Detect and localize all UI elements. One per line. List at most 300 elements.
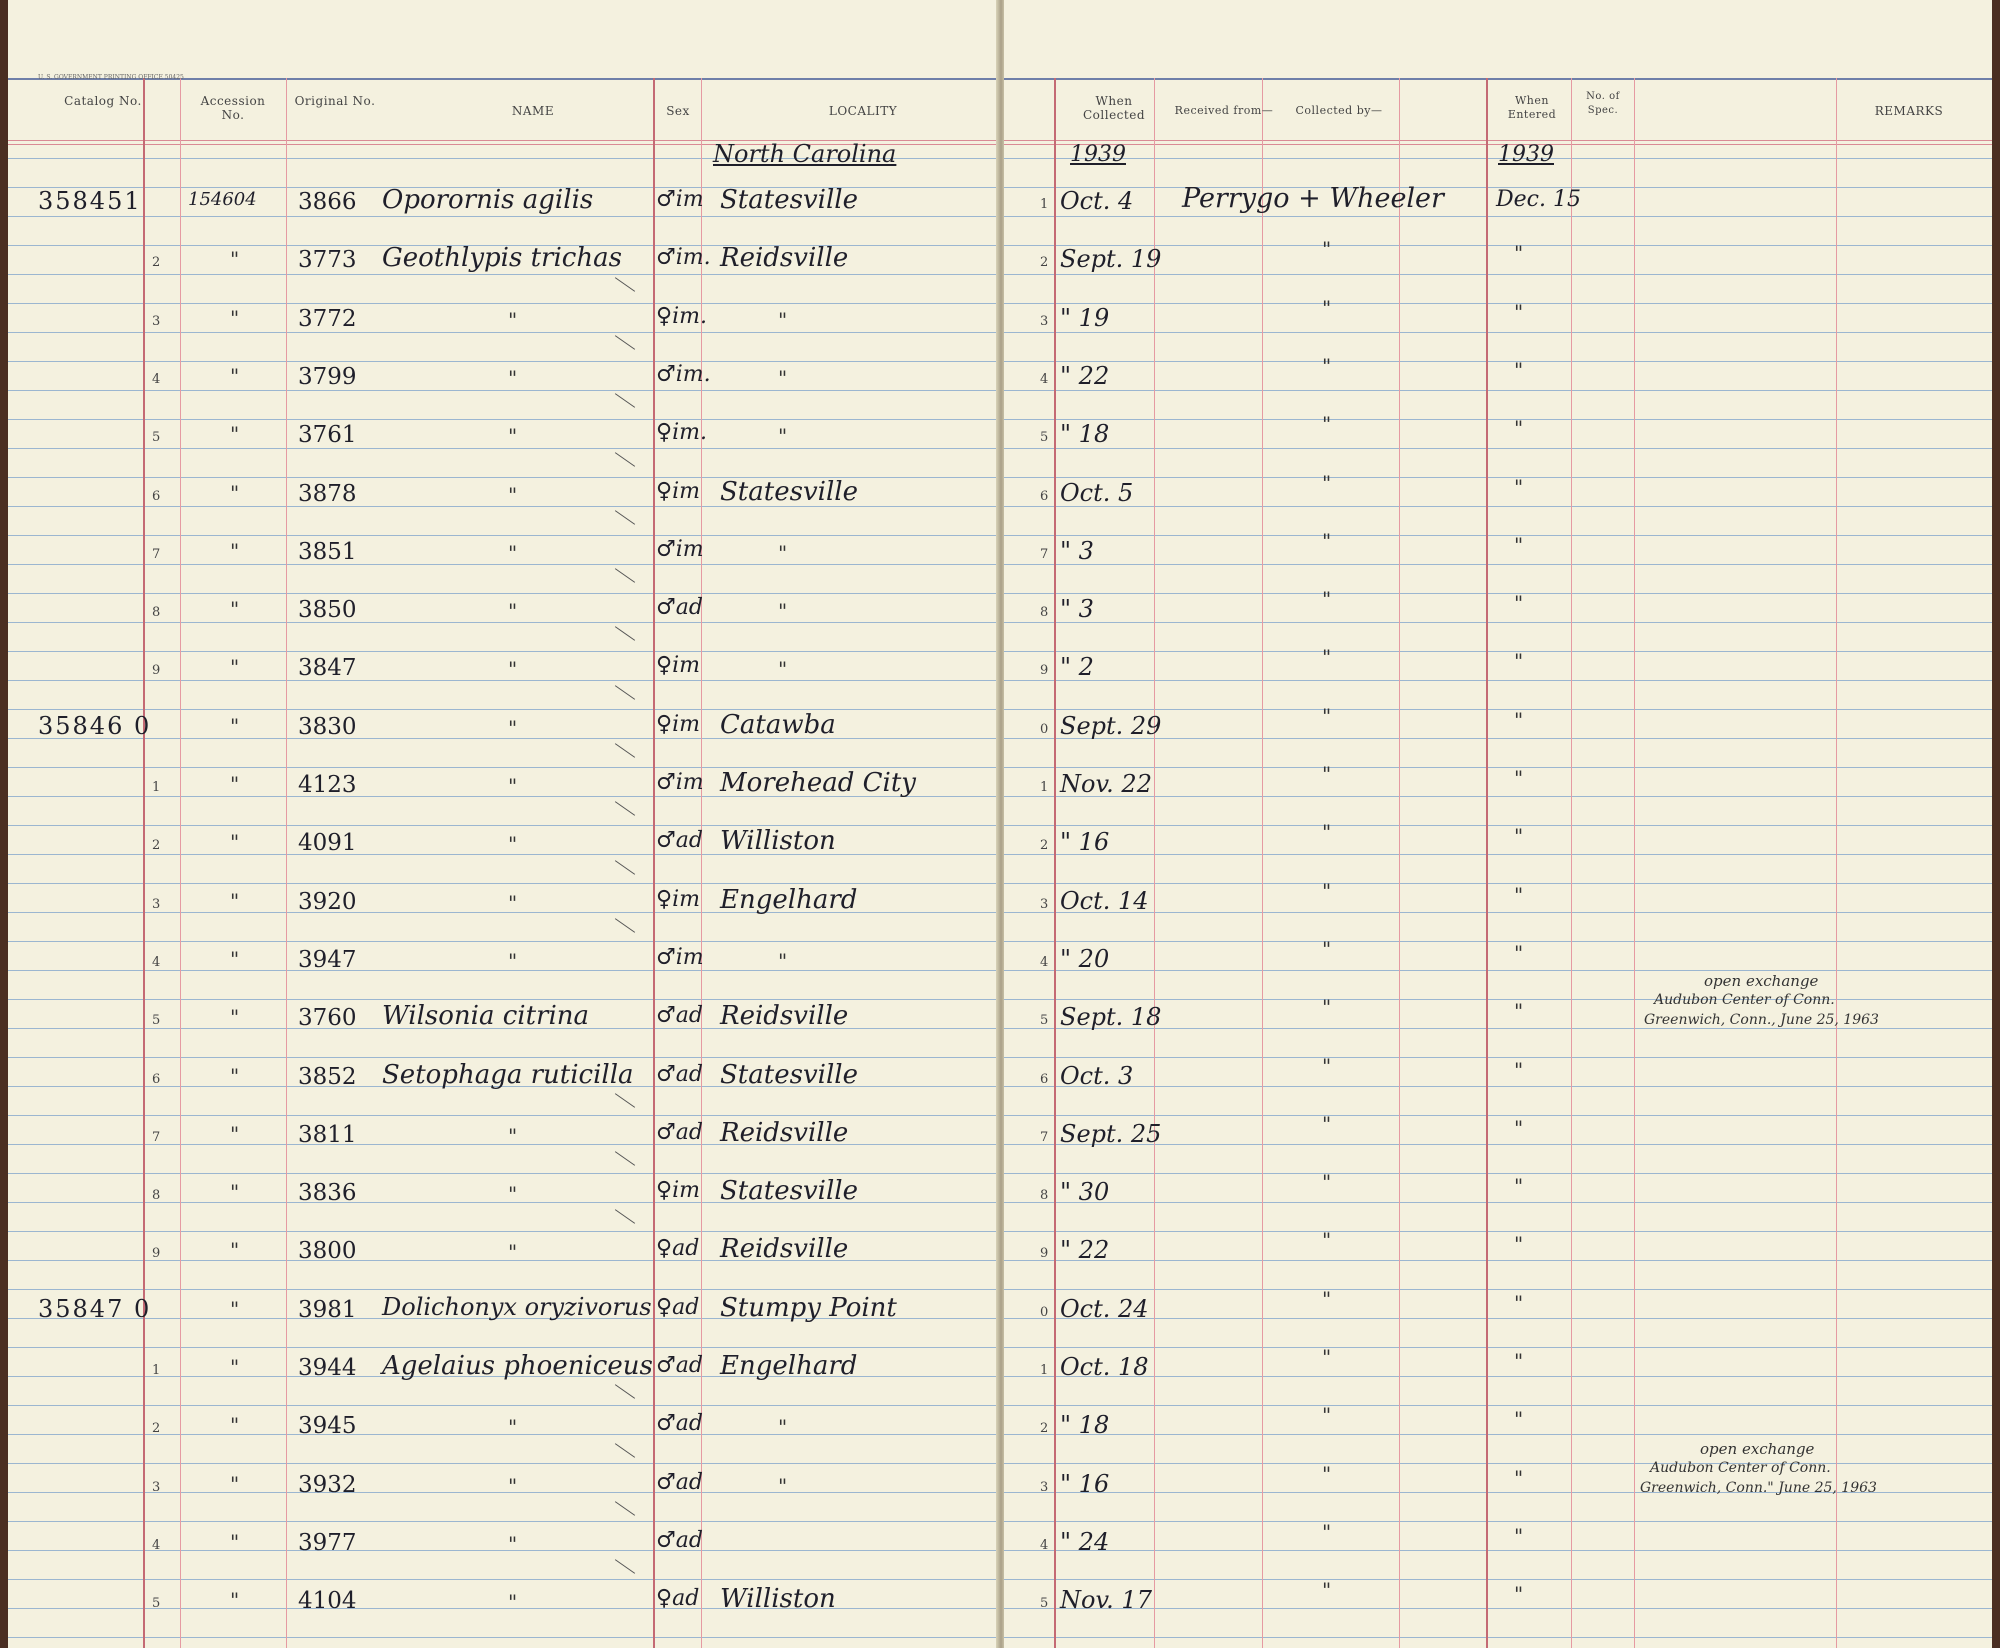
sex-age: ♂im [656,770,704,795]
date-collected: " 24 [1060,1527,1110,1556]
column-divider [1262,78,1263,1648]
sex-age: ♀im [656,478,700,504]
locality: " [778,599,788,624]
received-from: " [1322,820,1332,845]
header-sex: Sex [666,104,690,118]
catalog-index: 2 [152,255,161,271]
accession-number: " [230,422,240,447]
date-entered: " [1514,1349,1524,1373]
locality: Engelhard [720,1351,858,1381]
ruled-line [8,1637,998,1638]
row-index: 1 [1040,780,1049,795]
ruled-line [1004,1347,1992,1348]
accession-number: " [230,1063,240,1088]
ruled-line [1004,1608,1992,1609]
ruled-line [1004,1289,1992,1290]
ruled-line [1004,448,1992,449]
accession-number: " [230,888,240,913]
locality: Statesville [720,476,858,507]
ruled-line [8,622,998,623]
locality: Reidsville [720,1234,849,1265]
ruled-line [1004,1434,1992,1435]
species-name: " [508,1590,518,1615]
row-index: 3 [1040,313,1049,329]
species-name: Oporornis agilis [382,185,594,215]
catalog-index: 1 [152,780,161,795]
date-entered: Dec. 15 [1496,187,1581,212]
locality: Reidsville [720,243,849,274]
locality: Williston [720,826,836,857]
original-number: 3850 [298,597,357,624]
date-entered: " [1514,1407,1524,1432]
ruled-line [8,216,998,217]
ditto-stroke [615,743,635,758]
ditto-stroke [615,1559,635,1574]
row-index: 8 [1040,1188,1049,1204]
accession-number: " [230,305,240,330]
received-from: " [1322,1228,1332,1253]
locality: Reidsville [720,1117,849,1148]
column-divider [1054,78,1056,1648]
column-divider [143,78,145,1648]
species-name: " [508,1531,518,1556]
ruled-line [8,390,998,391]
ruled-line [1004,709,1992,710]
ruled-line [1004,274,1992,275]
date-collected: Oct. 3 [1060,1061,1134,1090]
original-number: 3800 [298,1238,357,1265]
locality: " [778,948,788,973]
ruled-line [1004,1086,1992,1087]
date-collected: " 16 [1060,1469,1110,1498]
locality: Statesville [720,1059,858,1090]
catalog-index: 7 [152,1129,161,1145]
sex-age: ♀im [656,886,700,912]
sex-age: ♂ad [656,1411,703,1437]
locality: Morehead City [720,768,916,798]
date-collected: Oct. 24 [1060,1294,1149,1323]
ruled-line [1004,1550,1992,1551]
catalog-index: 3 [152,1479,161,1495]
received-from: " [1322,995,1332,1020]
received-from: " [1322,295,1332,320]
accession-number: " [230,1121,240,1146]
date-collected: Nov. 22 [1060,770,1152,798]
sex-age: ♀ad [656,1294,700,1320]
ruled-line [1004,912,1992,913]
left-ledger-page [8,0,1000,1648]
ruled-line [1004,477,1992,478]
ditto-stroke [615,860,635,875]
catalog-index: 2 [152,838,161,854]
original-number: 3773 [298,247,357,274]
ruled-line [1004,1231,1992,1232]
locality-heading: North Carolina [713,140,897,168]
accession-number: " [230,247,240,272]
ruled-line [1004,796,1992,797]
ruled-line [8,303,998,304]
accession-number: " [230,480,240,505]
catalog-index: 7 [152,546,161,562]
date-collected: " 19 [1060,303,1110,332]
ruled-line [1004,1405,1992,1406]
header-catalog-no: Catalog No. [64,94,142,108]
locality: Williston [720,1584,836,1615]
ditto-stroke [615,1501,635,1516]
date-entered: " [1514,416,1524,441]
received-from: " [1322,1403,1332,1428]
locality: " [778,540,788,565]
original-number: 3977 [298,1529,357,1556]
ruled-line [1004,593,1992,594]
sex-age: ♂im [656,187,704,212]
accession-number: " [230,1355,240,1379]
original-number: 4091 [298,830,357,857]
ruled-line [1004,303,1992,304]
ditto-stroke [615,802,635,817]
ruled-line [1004,506,1992,507]
original-number: 3981 [298,1296,357,1323]
row-index: 4 [1040,954,1049,970]
accession-number: " [230,1005,240,1030]
original-number: 3947 [298,946,357,973]
row-index: 0 [1040,721,1049,737]
year-collected: 1939 [1070,142,1126,167]
sex-age: ♀ad [656,1236,700,1262]
row-index: 1 [1040,197,1049,212]
locality: " [778,424,788,449]
catalog-index: 5 [152,1596,161,1612]
ruled-line [1004,332,1992,333]
ruled-line [8,274,998,275]
ruled-line [8,854,998,855]
sex-age: ♂im [656,944,704,970]
accession-number: " [230,946,240,971]
original-number: 3878 [298,480,357,507]
row-index: 6 [1040,1071,1049,1087]
column-divider [180,78,181,1648]
ruled-line [8,535,998,536]
date-collected: " 22 [1060,1236,1110,1265]
catalog-index: 9 [152,663,161,679]
locality: " [778,1473,788,1498]
locality: Statesville [720,185,858,215]
ditto-stroke [615,1093,635,1108]
header-when-entered: When Entered [1507,94,1557,121]
date-entered: " [1514,1465,1524,1490]
original-number: 3920 [298,888,357,915]
row-index: 9 [1040,1246,1049,1262]
species-name: Wilsonia citrina [382,1001,590,1032]
species-name: " [508,1473,518,1498]
ditto-stroke [615,1385,635,1400]
catalog-number: 35846 0 [38,711,152,740]
catalog-index: 3 [152,313,161,329]
date-entered: " [1514,1523,1524,1548]
species-name: " [508,715,518,740]
original-number: 3811 [298,1121,357,1148]
ruled-line [8,1231,998,1232]
ruled-line [8,738,998,739]
received-from: " [1322,470,1332,495]
date-entered: " [1514,707,1524,732]
row-index: 5 [1040,1013,1049,1029]
accession-number: " [230,772,240,796]
species-name: " [508,657,518,682]
ditto-stroke [615,510,635,525]
received-from: Perrygo + Wheeler [1182,183,1444,214]
ditto-stroke [615,685,635,700]
species-name: " [508,948,518,973]
date-collected: " 18 [1060,1411,1110,1440]
species-name: " [508,307,518,332]
right-ledger-page [1004,0,1992,1648]
ditto-stroke [615,1151,635,1166]
ruled-line [1004,999,1992,1000]
ruled-line [8,419,998,420]
row-index: 1 [1040,1363,1049,1378]
species-name: " [508,1182,518,1207]
ruled-line [8,1521,998,1522]
column-divider [1486,78,1488,1648]
header-remarks: REMARKS [1874,104,1944,118]
species-name: " [508,890,518,915]
sex-age: ♂im [656,536,704,562]
accession-number: " [230,1413,240,1438]
received-from: " [1322,703,1332,728]
species-name: " [508,424,518,449]
received-from: " [1322,587,1332,612]
ruled-line [8,825,998,826]
row-index: 4 [1040,371,1049,387]
column-divider [1634,78,1635,1648]
sex-age: ♀im [656,653,700,679]
sex-age: ♂im. [656,361,711,387]
remark-exchange-note: open exchange [1700,1440,1815,1458]
date-collected: " 16 [1060,828,1110,857]
header-collected-by: Collected by— [1295,104,1383,117]
original-number: 3944 [298,1355,357,1381]
printer-imprint: U. S. GOVERNMENT PRINTING OFFICE 50425 [38,74,184,81]
species-name: " [508,1240,518,1265]
ditto-stroke [615,1210,635,1225]
date-collected: Oct. 18 [1060,1353,1149,1381]
row-index: 0 [1040,1304,1049,1320]
row-index: 3 [1040,896,1049,912]
row-index: 7 [1040,546,1049,562]
ruled-line [1004,1579,1992,1580]
sex-age: ♀im [656,711,700,737]
sex-age: ♂ad [656,1061,703,1087]
accession-number: 154604 [188,189,257,210]
ruled-line [8,593,998,594]
date-collected: " 2 [1060,653,1094,682]
species-name: " [508,482,518,507]
accession-number: " [230,538,240,563]
date-entered: " [1514,474,1524,499]
date-collected: " 22 [1060,361,1110,390]
ruled-line [1004,767,1992,768]
date-collected: Sept. 25 [1060,1119,1162,1148]
header-original-no: Original No. [294,94,376,108]
header-no-of-spec: No. of Spec. [1586,91,1620,116]
row-index: 8 [1040,605,1049,621]
top-rule-line [1004,78,1992,80]
date-entered: " [1514,1057,1524,1082]
locality: Engelhard [720,884,858,915]
ruled-line [1004,1202,1992,1203]
row-index: 9 [1040,663,1049,679]
remark-exchange-note: Audubon Center of Conn. [1650,1460,1831,1476]
column-divider [1154,78,1155,1648]
ruled-line [1004,854,1992,855]
sex-age: ♀im. [656,420,707,446]
ruled-line [1004,1463,1992,1464]
ruled-line [1004,535,1992,536]
species-name: Dolichonyx oryzivorus [382,1292,652,1321]
locality: " [778,1415,788,1440]
date-collected: " 30 [1060,1178,1110,1207]
received-from: " [1322,1170,1332,1195]
ruled-line [1004,1376,1992,1377]
date-collected: " 3 [1060,595,1094,624]
row-index: 4 [1040,1537,1049,1553]
header-accession-no: Accession No. [200,94,266,122]
ruled-line [8,564,998,565]
header-locality: LOCALITY [828,104,898,118]
received-from: " [1322,1111,1332,1136]
ruled-line [1004,1318,1992,1319]
species-name: Setophaga ruticilla [382,1059,634,1090]
ruled-line [8,1405,998,1406]
received-from: " [1322,1578,1332,1603]
ruled-line [1004,651,1992,652]
date-entered: " [1514,882,1524,907]
catalog-index: 4 [152,954,161,970]
ruled-line [1004,825,1992,826]
ruled-line [1004,390,1992,391]
sex-age: ♀im [656,1178,700,1204]
catalog-number: 35847 0 [38,1294,152,1323]
accession-number: " [230,1296,240,1321]
ruled-line [1004,216,1992,217]
received-from: " [1322,237,1332,262]
sex-age: ♂im. [656,245,711,271]
date-collected: " 3 [1060,536,1094,565]
accession-number: " [230,1588,240,1613]
row-index: 6 [1040,488,1049,504]
header-when-collected: When Collected [1082,94,1145,122]
date-entered: " [1514,999,1524,1024]
date-entered: " [1514,766,1524,790]
species-name: Geothlypis trichas [382,243,622,274]
accession-number: " [230,1529,240,1554]
date-entered: " [1514,1582,1524,1607]
ruled-line [1004,1057,1992,1058]
species-name: " [508,365,518,390]
row-index: 2 [1040,1421,1049,1437]
column-divider [1571,78,1572,1648]
species-name: " [508,774,518,798]
header-name: NAME [511,104,555,118]
accession-number: " [230,597,240,622]
date-entered: " [1514,649,1524,674]
received-from: " [1322,528,1332,553]
catalog-index: 5 [152,430,161,446]
remark-exchange-note: Audubon Center of Conn. [1654,992,1835,1008]
sex-age: ♀ad [656,1586,700,1612]
ruled-line [8,1057,998,1058]
catalog-index: 2 [152,1421,161,1437]
ruled-line [1004,680,1992,681]
date-collected: Nov. 17 [1060,1586,1152,1615]
original-number: 3836 [298,1180,357,1207]
accession-number: " [230,655,240,680]
row-index: 5 [1040,1596,1049,1612]
species-name: " [508,599,518,624]
ruled-line [1004,1260,1992,1261]
received-from: " [1322,1461,1332,1486]
row-index: 7 [1040,1129,1049,1145]
ditto-stroke [615,1443,635,1458]
received-from: " [1322,1286,1332,1311]
remark-exchange-note: Greenwich, Conn." June 25, 1963 [1640,1480,1877,1496]
ruled-line [1004,361,1992,362]
original-number: 3761 [298,422,357,449]
date-collected: Oct. 5 [1060,478,1134,507]
date-entered: " [1514,1290,1524,1315]
header-rule-line [1004,140,1992,141]
original-number: 3866 [298,189,357,215]
ruled-line [8,651,998,652]
catalog-index: 1 [152,1363,161,1378]
row-index: 2 [1040,255,1049,271]
ruled-line [8,448,998,449]
date-collected: " 18 [1060,420,1110,449]
sex-age: ♂ad [656,1353,703,1378]
species-name: " [508,832,518,857]
original-number: 4123 [298,772,357,798]
ruled-line [8,970,998,971]
date-collected: Oct. 14 [1060,886,1149,915]
column-divider [653,78,655,1648]
ditto-stroke [615,393,635,408]
received-from: " [1322,1519,1332,1544]
ruled-line [1004,970,1992,971]
received-from: " [1322,1053,1332,1078]
ditto-stroke [615,918,635,933]
sex-age: ♂ad [656,1119,703,1145]
ruled-line [1004,1521,1992,1522]
catalog-index: 4 [152,371,161,387]
ruled-line [8,332,998,333]
date-collected: Sept. 19 [1060,245,1162,274]
locality: Reidsville [720,1001,849,1032]
catalog-index: 9 [152,1246,161,1262]
ruled-line [8,941,998,942]
ruled-line [1004,1637,1992,1638]
locality: Catawba [720,709,836,740]
original-number: 3847 [298,655,357,682]
sex-age: ♂ad [656,1527,703,1553]
species-name: " [508,1123,518,1148]
locality: Statesville [720,1176,858,1207]
ruled-line [8,1579,998,1580]
date-entered: " [1514,1232,1524,1257]
ditto-stroke [615,568,635,583]
ruled-line [8,1347,998,1348]
ruled-line [1004,1173,1992,1174]
